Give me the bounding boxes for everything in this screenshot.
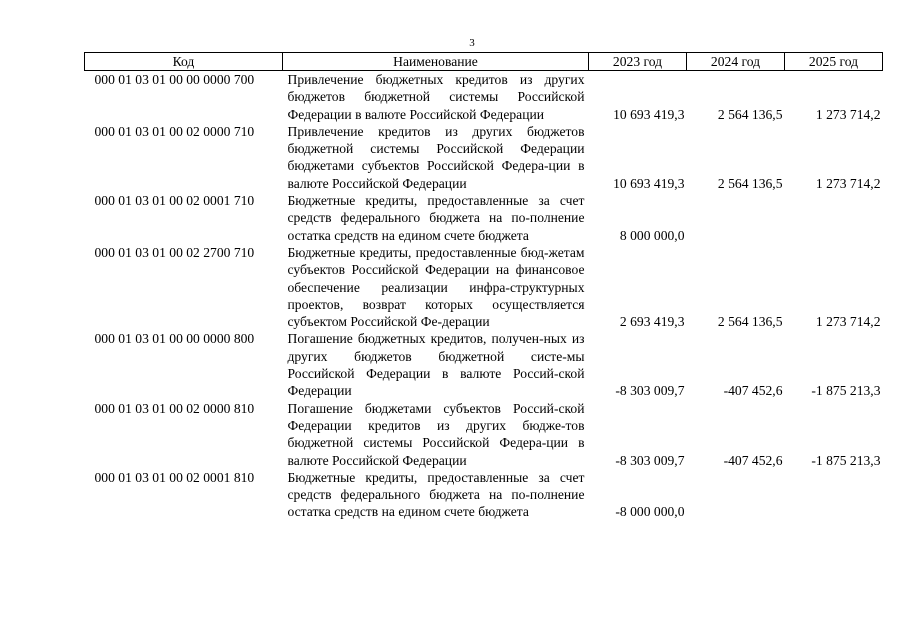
row-value-2024: 2 564 136,5 <box>717 314 783 330</box>
row-value-2023: 10 693 419,3 <box>613 106 685 122</box>
budget-table <box>84 52 883 521</box>
header-2024: 2024 год <box>687 53 785 71</box>
header-2025: 2025 год <box>785 53 883 71</box>
table-row <box>85 400 883 469</box>
table-row <box>85 469 883 521</box>
row-code: 000 01 03 01 00 02 0000 710 <box>94 123 255 139</box>
page-number: 3 <box>469 37 475 49</box>
row-value-2025 <box>785 469 883 521</box>
table-row <box>85 123 883 192</box>
row-name: Привлечение бюджетных кредитов из других бюджетов бюджетной системы Российской Федерации в валюте Российской Федерации <box>287 72 585 122</box>
row-value-2025: -1 875 213,3 <box>811 383 881 399</box>
row-code: 000 01 03 01 00 02 0001 710 <box>94 193 255 209</box>
table-row <box>85 244 883 330</box>
row-value-2023: 8 000 000,0 <box>619 227 685 243</box>
row-code: 000 01 03 01 00 02 0001 810 <box>94 469 255 485</box>
header-code: Код <box>85 53 283 71</box>
table-row <box>85 192 883 244</box>
row-value-2024: 2 564 136,5 <box>717 106 783 122</box>
row-name: Бюджетные кредиты, предоставленные за счет средств федерального бюджета на по-полнение остатка средств на едином счете бюджета <box>287 469 585 520</box>
row-name: Погашение бюджетами субъектов Россий-ской Федерации кредитов из других бюдже-тов бюджетной системы Российской Федера-ции в валюте Российской Федерации <box>287 400 585 468</box>
header-name: Наименование <box>283 53 589 71</box>
row-value-2025: 1 273 714,2 <box>815 106 881 122</box>
table-header-row <box>85 53 883 71</box>
row-value-2023: -8 303 009,7 <box>615 452 685 468</box>
row-value-2024: 2 564 136,5 <box>717 175 783 191</box>
row-value-2025: 1 273 714,2 <box>815 175 881 191</box>
row-value-2024: -407 452,6 <box>723 383 783 399</box>
header-2023: 2023 год <box>589 53 687 71</box>
row-value-2023: -8 303 009,7 <box>615 383 685 399</box>
table-row <box>85 71 883 123</box>
row-name: Привлечение кредитов из других бюджетов бюджетной системы Российской Федерации бюджетами субъектов Российской Федера-ции в валюте Российской Федерации <box>287 123 585 191</box>
row-name: Бюджетные кредиты, предоставленные за счет средств федерального бюджета на по-полнение остатка средств на едином счете бюджета <box>287 193 585 243</box>
row-value-2023: 2 693 419,3 <box>619 314 685 330</box>
row-code: 000 01 03 01 00 00 0000 800 <box>94 331 255 347</box>
budget-table-container <box>84 52 883 521</box>
row-name: Бюджетные кредиты, предоставленные бюд-жетам субъектов Российской Федерации на финансовое обеспечение реализации инфра-структурных проектов, возврат которых осуществляется субъектом Российской Фе-дерации <box>287 244 585 330</box>
row-value-2023: 10 693 419,3 <box>613 175 685 191</box>
row-code: 000 01 03 01 00 00 0000 700 <box>94 72 255 87</box>
row-value-2024: -407 452,6 <box>723 452 783 468</box>
row-value-2025 <box>785 192 883 244</box>
row-value-2024 <box>687 192 785 244</box>
row-value-2025: 1 273 714,2 <box>815 314 881 330</box>
table-row <box>85 330 883 399</box>
row-name: Погашение бюджетных кредитов, получен-ных из других бюджетов бюджетной систе-мы Российской Федерации в валюте Россий-ской Федерации <box>287 331 585 399</box>
row-value-2025: -1 875 213,3 <box>811 452 881 468</box>
row-value-2023: -8 000 000,0 <box>615 504 685 520</box>
row-code: 000 01 03 01 00 02 0000 810 <box>94 400 255 416</box>
row-code: 000 01 03 01 00 02 2700 710 <box>94 244 255 260</box>
row-value-2024 <box>687 469 785 521</box>
